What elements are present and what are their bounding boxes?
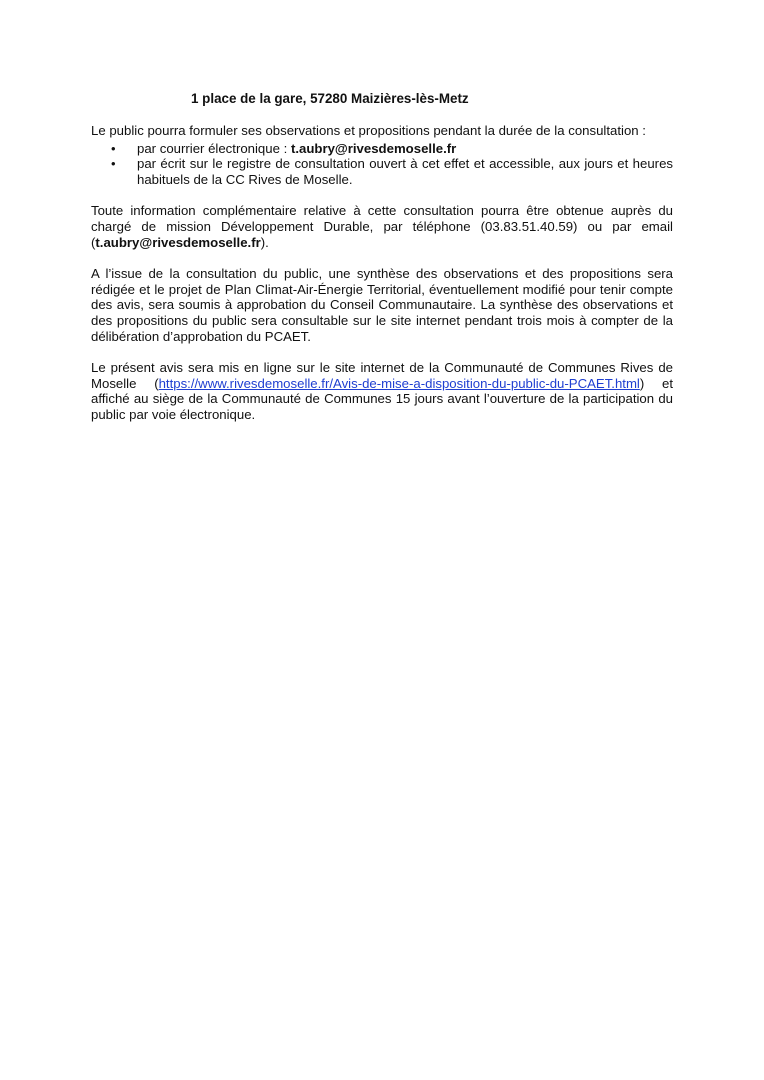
notice-text-before-link: de Moselle ( bbox=[91, 360, 673, 391]
info-email: t.aubry@rivesdemoselle.fr bbox=[95, 234, 261, 250]
notice-text-after-link: ) et affiché au siège de la Communauté de Communes 15 jours avant l’ouverture de la participation du public par voie électronique. bbox=[91, 375, 673, 422]
intro-paragraph: Le public pourra formuler ses observations et propositions pendant la durée de la consultation : bbox=[91, 123, 646, 138]
address-heading: 1 place de la gare, 57280 Maizières-lès-Metz bbox=[191, 91, 469, 106]
notice-paragraph bbox=[91, 360, 673, 422]
bullet-text: par courrier électronique : bbox=[137, 140, 291, 156]
info-paragraph bbox=[91, 203, 673, 250]
bullet-text: par écrit sur le registre de consultation ouvert à cet effet et accessible, aux jours et heures habituels de la CC Rives de Moselle. bbox=[137, 156, 673, 187]
list-item bbox=[91, 141, 673, 157]
email-address: t.aubry@rivesdemoselle.fr bbox=[290, 140, 457, 156]
bullet-icon: • bbox=[111, 156, 116, 172]
list-item bbox=[91, 156, 673, 187]
info-text-end: ). bbox=[260, 234, 269, 250]
avis-pcaet-link[interactable]: https://www.rivesdemoselle.fr/Avis-de-mise-a-disposition-du-public-du-PCAET.html bbox=[158, 375, 640, 391]
synthesis-paragraph: A l’issue de la consultation du public, une synthèse des observations et des propositions sera rédigée et le projet de Plan Climat-Air-Énergie Territorial, éventuellement modifié pour tenir compte des avis, sera soumis à approbation du Conseil Communautaire. La synthèse des observations et des propositions du public sera consultable sur le site internet pendant trois mois à compter de la délibération d’approbation du PCAET. bbox=[91, 266, 673, 344]
notice-text: Le présent avis sera mis en ligne sur le site internet de la Communauté de Communes Rives bbox=[91, 360, 654, 376]
consultation-methods-list bbox=[91, 141, 673, 188]
info-text: Toute information complémentaire relative à cette consultation pourra être obtenue auprès du chargé de mission Développement Durable, par téléphone (03.83.51.40.59) ou par email ( bbox=[91, 203, 673, 250]
document-page bbox=[91, 91, 673, 439]
bullet-icon: • bbox=[111, 140, 116, 156]
